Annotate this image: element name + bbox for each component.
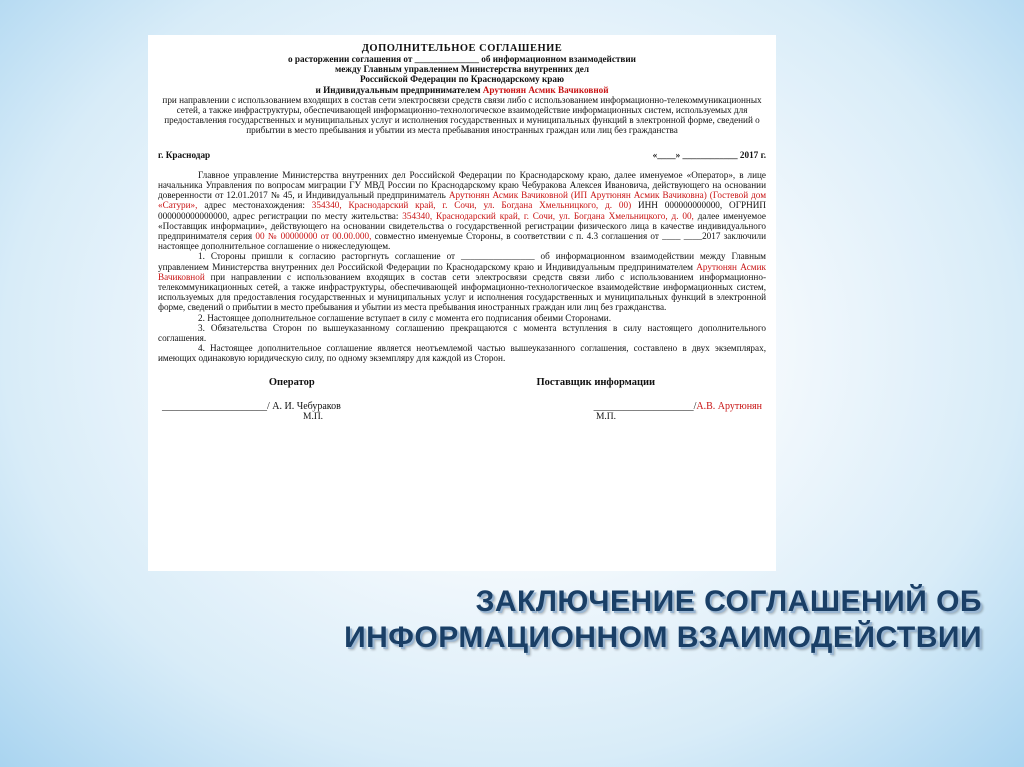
- header-line-4-prefix: и Индивидуальным предпринимателем: [315, 84, 481, 95]
- intro-text-e: совместно именуемые Стороны, в соответствии с п. 4.3 соглашения от ____ ____2017 заключили настоящее дополнительное соглашение о нижеследующем.: [158, 231, 766, 252]
- intro-text-b: адрес местонахождения:: [204, 200, 305, 211]
- operator-label: Оператор: [268, 376, 315, 388]
- document-subtitle: при направлении с использованием входящих в состав сети электросвязи средств связи либо с использованием информационно-телекоммуникационных сетей, а также инфраструктуры, обеспечивающей информационно-технологическое взаимодействие информационных систем, используемых для предоставления государственных и муниципальных услуг и исполнения государственных и муниципальных функций в электронной форме, сведений о прибытии в место пребывания и убытии из места пребывания иностранных граждан или лиц без гражданства: [162, 94, 762, 136]
- item-1-party-name: Арутюнян Асмик Вачиковной: [158, 261, 766, 282]
- header-line-2: между Главным управлением Министерства внутренних дел: [334, 64, 590, 75]
- signature-lines: [158, 402, 766, 412]
- place-date-row: [158, 150, 766, 160]
- item-1: [158, 251, 766, 312]
- provider-label: Поставщик информации: [536, 376, 656, 388]
- agreement-document: [148, 35, 776, 571]
- item-3: 3. Обязательства Сторон по вышеуказанному соглашению прекращаются с момента вступления в силу настоящего дополнительного соглашения.: [158, 322, 766, 344]
- intro-text-a: Главное управление Министерства внутренних дел Российской Федерации по Краснодарскому краю, далее именуемое «Оператор», в лице начальника Управления по вопросам миграции ГУ МВД России по Краснодарскому краю Чебуракова Алексея Ивановича, действующего на основании доверенности от 12.01.2017 № 45, и Индивидуальный предприниматель: [158, 169, 766, 201]
- intro-text-d: далее именуемое «Поставщик информации», действующего на основании свидетельства о государственной регистрации физического лица в качестве индивидуального предпринимателя серия: [158, 210, 767, 242]
- header-line-3: Российской Федерации по Краснодарскому краю: [359, 74, 565, 85]
- slide-title: [282, 584, 982, 656]
- item-1-text-a: 1. Стороны пришли к согласию расторгнуть соглашение от ________________ об информационном взаимодействии между Главным управлением Министерства внутренних дел Российской Федерации по Краснодарскому краю и Индивидуальным предпринимателем: [158, 251, 766, 272]
- document-title: ДОПОЛНИТЕЛЬНОЕ СОГЛАШЕНИЕ: [361, 43, 563, 54]
- provider-signature-name: А.В. Арутюнян: [696, 400, 762, 412]
- slide-title-line-2: ИНФОРМАЦИОННОМ ВЗАИМОДЕЙСТВИИ: [344, 621, 982, 654]
- intro-paragraph: [158, 170, 766, 252]
- header-line-1: о расторжении соглашения от ______________ об информационном взаимодействии: [288, 54, 636, 64]
- operator-signature: _____________________/ А. И. Чебураков: [162, 400, 341, 412]
- provider-signature: [594, 402, 762, 412]
- seal-marks: [158, 412, 766, 422]
- intro-party-name: Арутюнян Асмик Вачиковной (ИП Арутюнян Асмик Вачиковна) (Гостевой дом «Сатури»,: [158, 190, 767, 211]
- seal-mark-left: М.П.: [303, 412, 324, 423]
- intro-certificate-series: 00 № 00000000 от 00.00.000,: [255, 231, 372, 242]
- date: «____» ____________ 2017 г.: [652, 149, 766, 160]
- intro-address-2: 354340, Краснодарский край, г. Сочи, ул. Богдана Хмельницкого, д. 00,: [402, 210, 694, 221]
- city: г. Краснодар: [158, 149, 211, 160]
- seal-mark-right: М.П.: [595, 412, 616, 423]
- item-4: 4. Настоящее дополнительное соглашение является неотъемлемой частью вышеуказанного соглашения, составлено в двух экземплярах, имеющих одинаковую юридическую силу, по одному экземпляру для каждой из Сторон.: [158, 343, 766, 364]
- item-1-text-b: при направлении с использованием входящих в состав сети электросвязи средств связи либо с использованием информационно-телекоммуникационных сетей, а также инфраструктуры, обеспечивающей информационно-технологическое взаимодействие информационных систем, используемых для предоставления государственных и муниципальных услуг и исполнения государственных и муниципальных функций в электронной форме, сведений о прибытии в место пребывания и убытии из места пребывания иностранных граждан или лиц без гражданства.: [158, 271, 767, 313]
- intro-address-1: 354340, Краснодарский край, г. Сочи, ул. Богдана Хмельницкого, д. 00): [311, 200, 632, 211]
- header-line-4: [158, 85, 766, 95]
- slide-title-line-1: ЗАКЛЮЧЕНИЕ СОГЛАШЕНИЙ ОБ: [475, 585, 982, 618]
- item-2: 2. Настоящее дополнительное соглашение вступает в силу с момента его подписания обеими Сторонами.: [198, 312, 611, 323]
- header-party-name: Арутюнян Асмик Вачиковной: [482, 84, 609, 95]
- provider-signature-line: ____________________/: [593, 400, 697, 412]
- signature-labels: [158, 378, 766, 388]
- intro-text-c: ИНН 000000000000, ОГРНИП 000000000000000, адрес регистрации по месту жительства:: [158, 200, 767, 221]
